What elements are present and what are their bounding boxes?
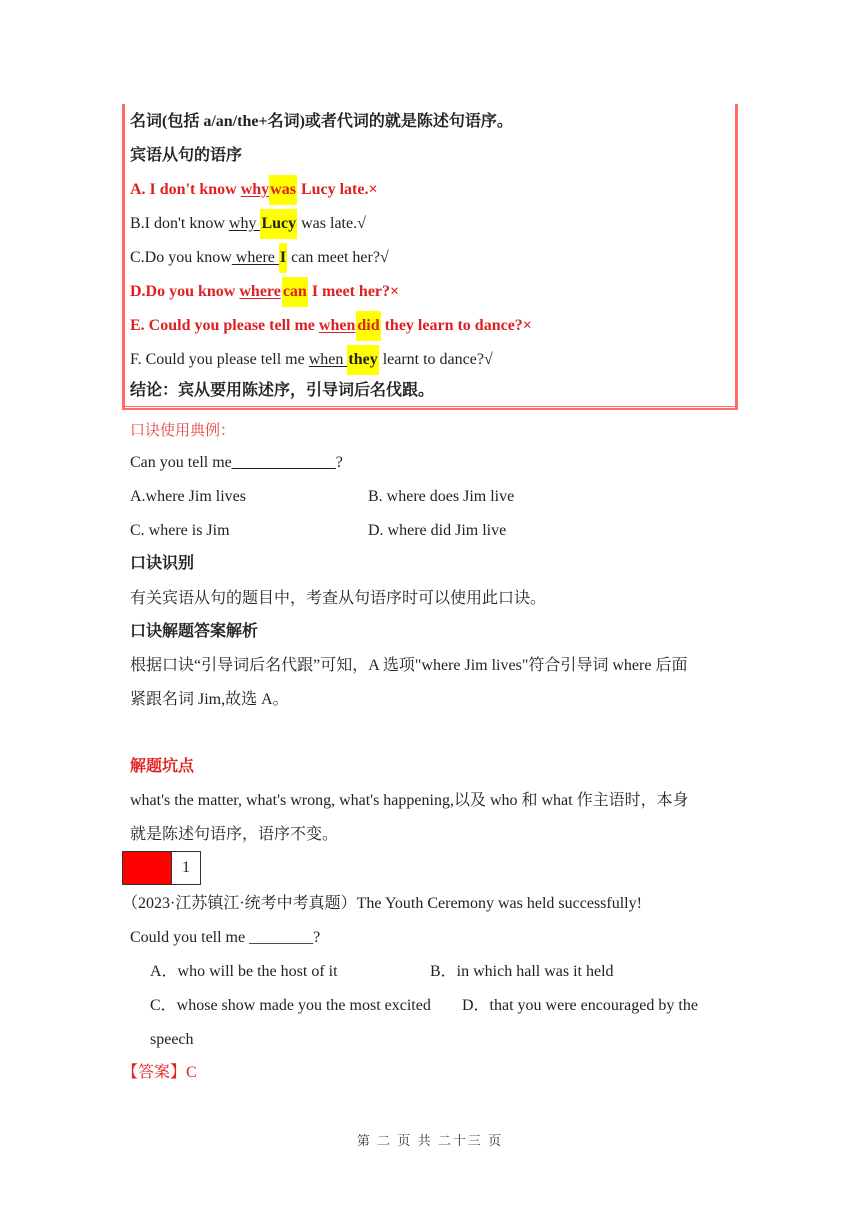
- example-e-wh: when: [318, 317, 356, 334]
- question-stem-2: Could you tell me ________?: [130, 929, 321, 946]
- example-e-pre: E. Could you please tell me: [130, 317, 319, 334]
- example-f-pre: F. Could you please tell me: [130, 351, 309, 368]
- box-border-right: [735, 104, 738, 410]
- example-option-b: B. where does Jim live: [368, 488, 515, 505]
- example-f-wh: when: [308, 351, 348, 368]
- check-mark: √: [357, 215, 366, 232]
- example-a-pre: A. I don't know: [130, 181, 241, 198]
- question-number-marker: [123, 852, 171, 884]
- example-f-post: learnt to dance?: [378, 351, 484, 368]
- example-a: [130, 175, 378, 205]
- example-d-wh: where: [239, 283, 281, 300]
- question-option-b: B．in which hall was it held: [430, 963, 614, 980]
- example-heading: 口诀使用典例：: [130, 421, 236, 439]
- example-question: [130, 452, 343, 474]
- example-b-wh: why: [228, 215, 261, 232]
- question-stem-1: （2023·江苏镇江·统考中考真题）The Youth Ceremony was held successfully!: [122, 895, 642, 912]
- pitfall-text-2: 就是陈述句语序，语序不变。: [130, 826, 339, 843]
- example-option-c: C. where is Jim: [130, 522, 230, 539]
- cross-mark: ×: [522, 317, 532, 334]
- example-d-pre: D.Do you know: [130, 283, 240, 300]
- answer-label: 【答案】: [122, 1064, 187, 1081]
- example-option-d: D. where did Jim live: [368, 522, 507, 539]
- question-option-c: C．whose show made you the most excited: [150, 997, 431, 1014]
- example-b-subject: Lucy: [260, 209, 297, 239]
- example-d: [130, 277, 399, 307]
- box-title: 宾语从句的语序: [130, 147, 243, 164]
- example-c: [130, 243, 389, 273]
- box-conclusion: 结论：宾从要用陈述序，引导词后名伐跟。: [130, 382, 435, 399]
- question-option-a: A．who will be the host of it: [150, 963, 338, 980]
- identify-text: 有关宾语从句的题目中，考查从句语序时可以使用此口诀。: [130, 590, 547, 607]
- example-e: [130, 311, 532, 341]
- example-b: [130, 209, 366, 239]
- example-e-verb: did: [356, 311, 380, 341]
- box-border-bottom: [122, 406, 738, 410]
- box-line-1: 名词(包括 a/an/the+名词)或者代词的就是陈述句语序。: [130, 113, 513, 130]
- example-a-wh: why: [240, 181, 270, 198]
- identify-heading: 口诀识别: [130, 555, 195, 572]
- example-c-subject: I: [279, 243, 287, 273]
- example-question-post: ?: [335, 454, 343, 471]
- example-question-pre: Can you tell me: [130, 454, 232, 471]
- example-b-pre: B.I don't know: [130, 215, 229, 232]
- answer-line: [122, 1062, 197, 1084]
- example-c-post: can meet her?: [287, 249, 380, 266]
- cross-mark: ×: [390, 283, 400, 300]
- example-d-post: I meet her?: [307, 283, 391, 300]
- analysis-heading: 口诀解题答案解析: [130, 623, 259, 640]
- example-f: [130, 345, 493, 375]
- example-c-wh: where: [231, 249, 279, 266]
- question-option-d: D．that you were encouraged by the: [462, 997, 698, 1014]
- page-footer: 第 二 页 共 二十三 页: [356, 1133, 504, 1148]
- example-c-pre: C.Do you know: [130, 249, 232, 266]
- example-d-verb: can: [282, 277, 308, 307]
- question-number: 1: [171, 852, 200, 884]
- analysis-text-1: 根据口诀“引导词后名代跟”可知，A 选项"where Jim lives"符合引导词 where 后面: [130, 657, 688, 674]
- example-e-post: they learn to dance?: [380, 317, 523, 334]
- analysis-text-2: 紧跟名词 Jim,故选 A。: [130, 691, 289, 708]
- pitfall-text-1: what's the matter, what's wrong, what's happening,以及 who 和 what 作主语时，本身: [130, 792, 689, 809]
- box-border-left: [122, 104, 125, 410]
- example-a-post: Lucy late.: [296, 181, 369, 198]
- answer-value: C: [186, 1064, 197, 1081]
- example-a-verb: was: [269, 175, 297, 205]
- example-f-subject: they: [347, 345, 378, 375]
- check-mark: √: [483, 351, 493, 368]
- pitfall-heading: 解题坑点: [130, 758, 195, 775]
- example-blank: _____________: [231, 454, 336, 471]
- example-option-a: A.where Jim lives: [130, 488, 246, 505]
- check-mark: √: [379, 249, 389, 266]
- question-option-d-cont: speech: [150, 1031, 194, 1048]
- cross-mark: ×: [368, 181, 378, 198]
- question-number-box: [122, 851, 201, 885]
- example-b-post: was late.: [297, 215, 358, 232]
